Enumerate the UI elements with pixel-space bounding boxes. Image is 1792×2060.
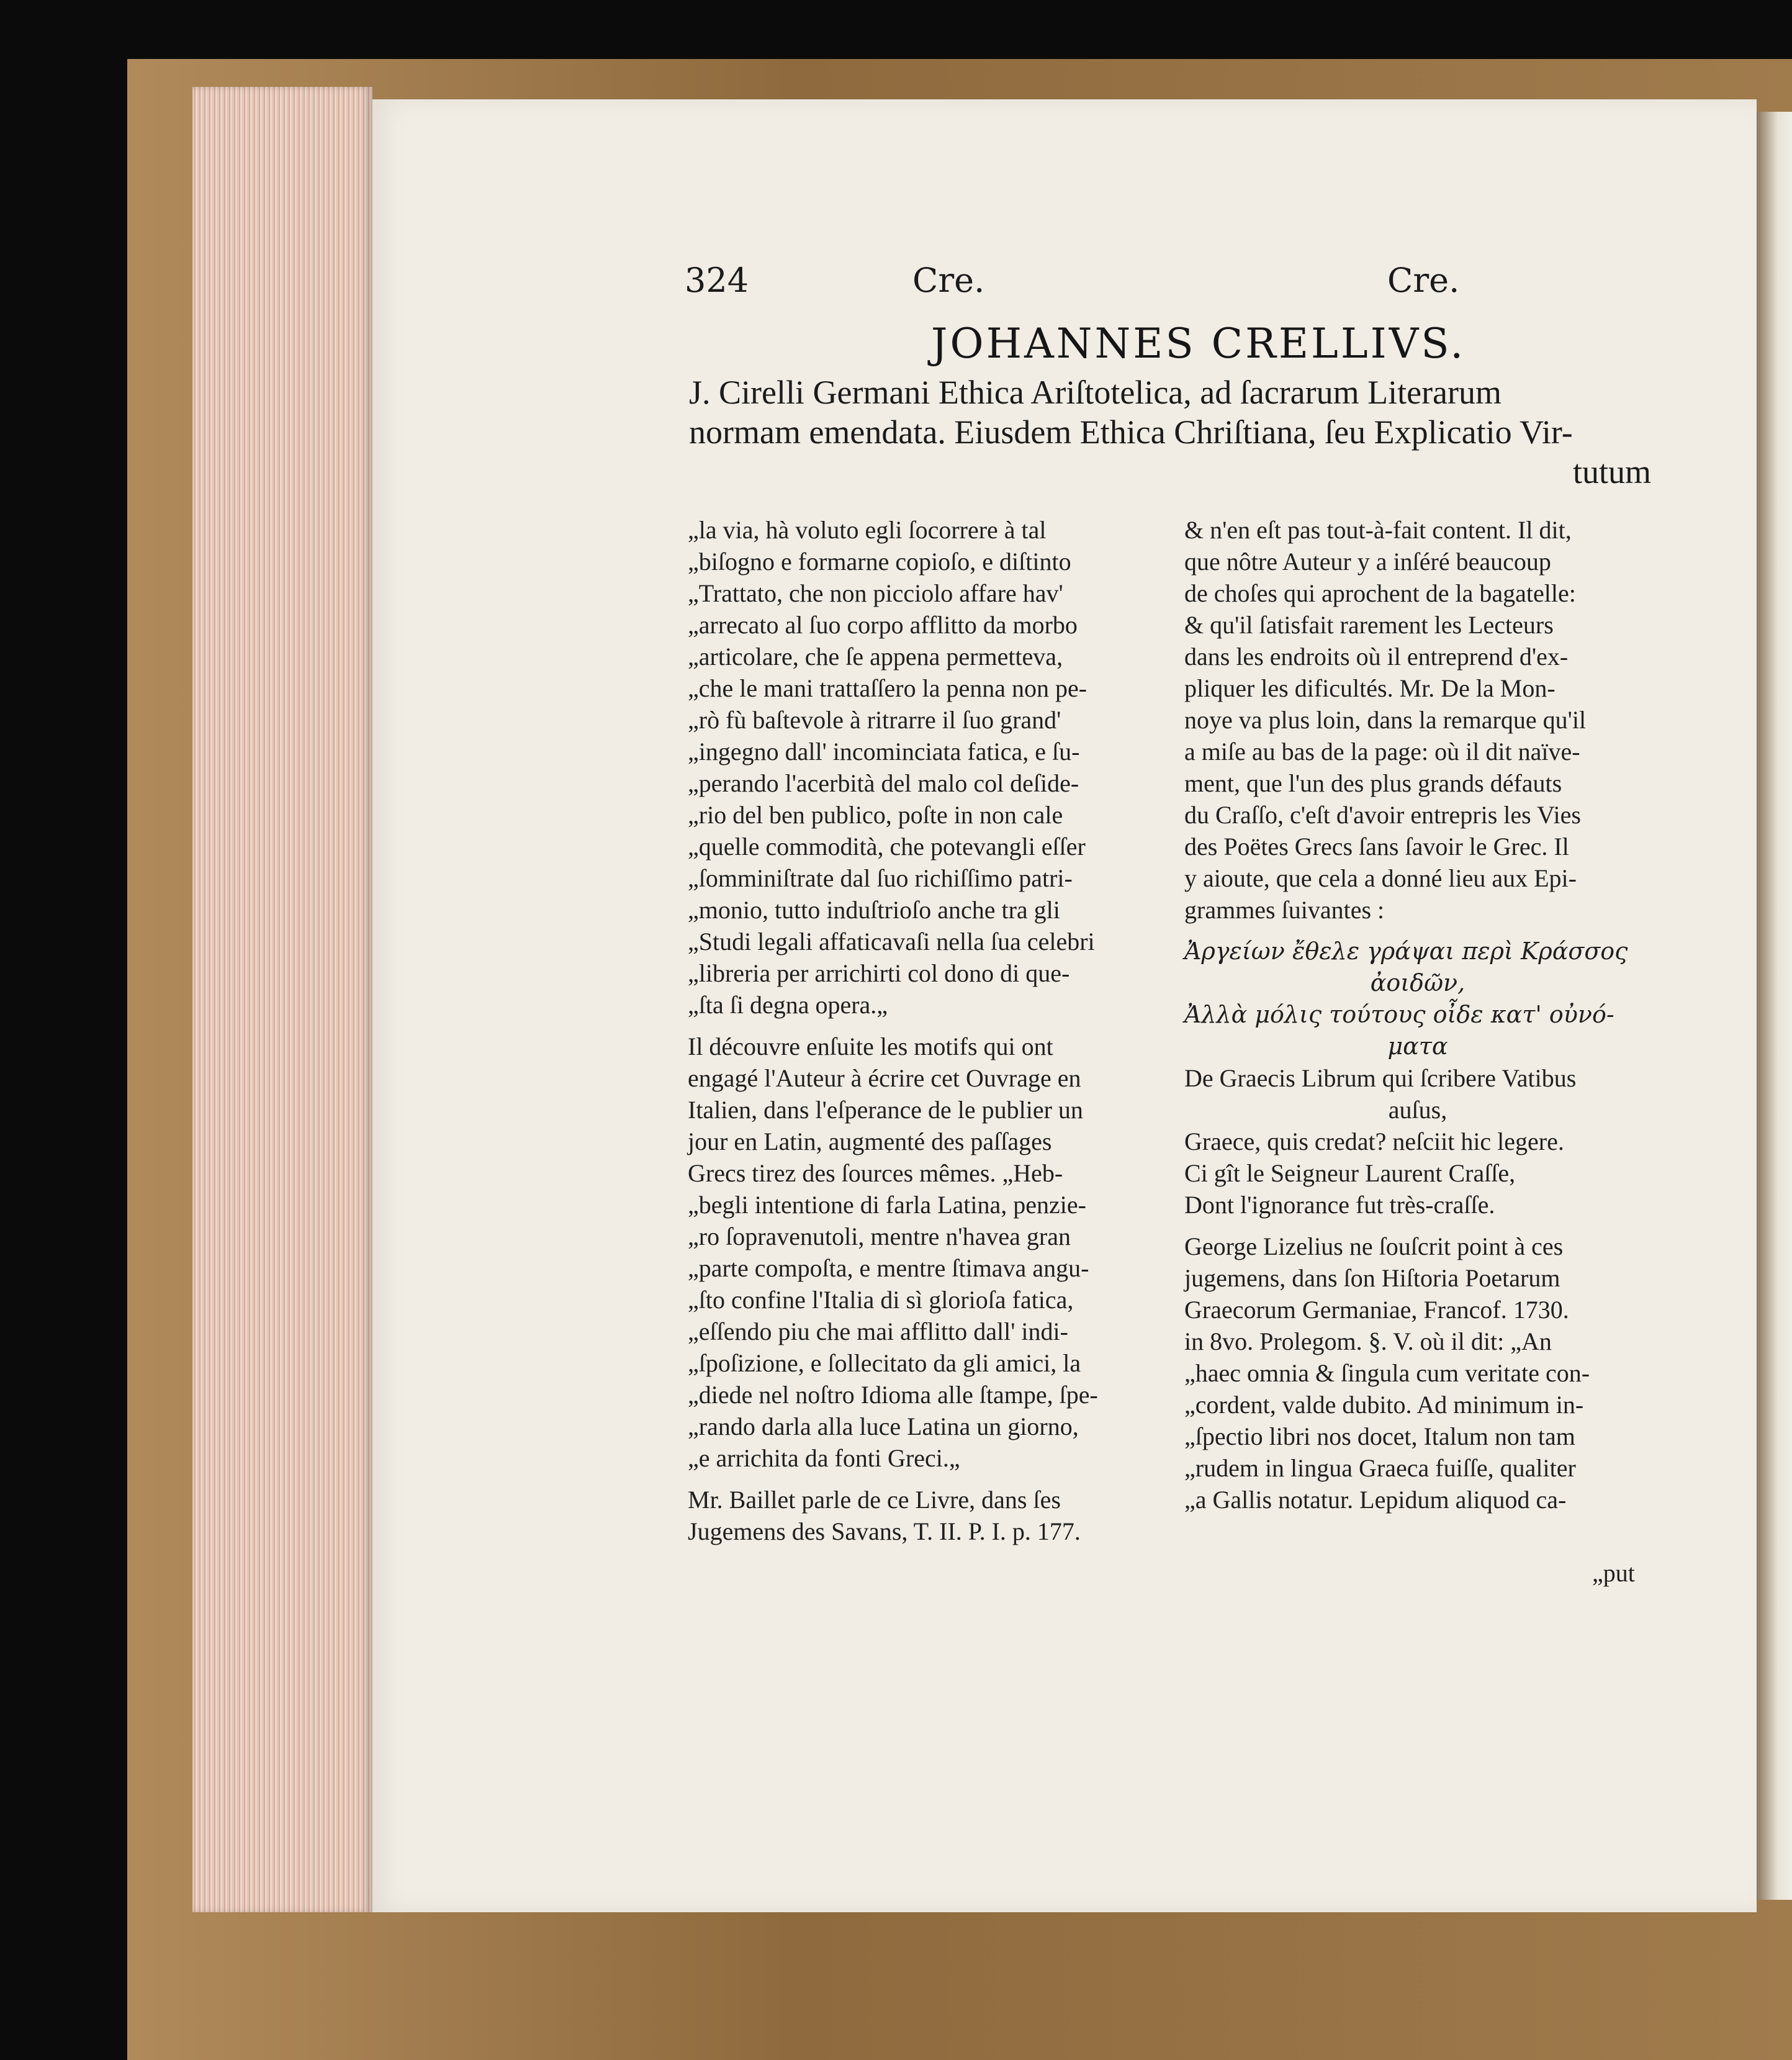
text-line: „ſomminiſtrate dal ſuo richiſſimo patri-	[688, 864, 1073, 892]
text-line: Grecs tirez des ſources mêmes. „Heb-	[688, 1159, 1063, 1187]
text-line: a miſe au bas de la page: où il dit naïve-	[1184, 738, 1580, 766]
text-line: Ἀργείων ἔθελε γράψαι περὶ Κράσσος	[1184, 937, 1628, 965]
text-line: dans les endroits où il entreprend d'ex-	[1184, 643, 1569, 671]
text-line: y aioute, que cela a donné lieu aux Epi-	[1184, 864, 1577, 892]
text-line: „rò fù baſtevole à ritrarre il ſuo grand'	[688, 706, 1061, 734]
text-line: ματα	[1387, 1032, 1448, 1060]
text-line: Mr. Baillet parle de ce Livre, dans ſes	[688, 1486, 1061, 1514]
text-line: noye va plus loin, dans la remarque qu'il	[1184, 706, 1587, 734]
text-line: auſus,	[1388, 1096, 1448, 1124]
text-line: Ἀλλὰ μόλις τούτους οἶδε κατ' οὐνό-	[1184, 1001, 1614, 1028]
text-line: „eſſendo piu che mai afflitto dall' indi-	[688, 1317, 1068, 1345]
entry-title-line-1: J. Cirelli Germani Ethica Ariſtotelica, ad ſacrarum Literarum	[689, 374, 1502, 411]
entry-heading: JOHANNES CRELLIVS.	[931, 320, 1466, 368]
text-line: & n'en eſt pas tout-à-fait content. Il dit,	[1184, 516, 1572, 544]
text-line	[1184, 926, 1651, 936]
text-line: „parte compoſta, e mentre ſtimava angu-	[688, 1254, 1089, 1282]
text-line: „Studi legali affaticavaſi nella ſua celebri	[688, 928, 1095, 955]
text-line: „begli intentione di farla Latina, penzie-	[688, 1191, 1086, 1219]
text-line: „articolare, che ſe appena permetteva,	[688, 643, 1063, 671]
text-line: „ſpectio libri nos docet, Italum non tam	[1184, 1422, 1575, 1450]
text-line: Jugemens des Savans, T. II. P. I. p. 177.	[688, 1517, 1081, 1545]
text-line: engagé l'Auteur à écrire cet Ouvrage en	[688, 1064, 1081, 1092]
text-line: „ſta ſi degna opera.„	[688, 991, 888, 1019]
text-line: pliquer les dificultés. Mr. De la Mon-	[1184, 674, 1556, 702]
text-line: „a Gallis notatur. Lepidum aliquod ca-	[1184, 1486, 1567, 1514]
text-line: Il découvre enſuite les motifs qui ont	[688, 1032, 1053, 1060]
text-line: „arrecato al ſuo corpo afflitto da morbo	[688, 611, 1078, 639]
text-line: Ci gît le Seigneur Laurent Craſſe,	[1184, 1159, 1516, 1187]
text-line: De Graecis Librum qui ſcribere Vatibus	[1184, 1064, 1577, 1092]
text-line: „rando darla alla luce Latina un giorno,	[688, 1412, 1079, 1440]
text-line: „ſto confine l'Italia di sì glorioſa fatica,	[688, 1286, 1074, 1314]
text-line: jugemens, dans ſon Hiſtoria Poetarum	[1184, 1264, 1560, 1292]
text-line: „la via, hà voluto egli ſocorrere à tal	[688, 516, 1047, 544]
text-line: „diede nel noſtro Idioma alle ſtampe, ſpe-	[688, 1381, 1098, 1409]
text-line: „ſpoſizione, e ſollecitato da gli amici, la	[688, 1349, 1081, 1377]
text-line: „rio del ben publico, poſte in non cale	[688, 801, 1063, 829]
left-text-column	[688, 514, 1159, 1547]
text-line: in 8vo. Prolegom. §. V. où il dit: „An	[1184, 1327, 1552, 1355]
text-line: grammes ſuivantes :	[1184, 896, 1385, 924]
text-line: „monio, tutto induſtrioſo anche tra gli	[688, 896, 1060, 924]
text-line: George Lizelius ne ſouſcrit point à ces	[1184, 1232, 1564, 1260]
text-line: „ro ſopravenutoli, mentre n'havea gran	[688, 1222, 1071, 1250]
text-line: „biſogno e formarne copioſo, e diſtinto	[688, 548, 1071, 576]
text-line: „quelle commodità, che potevangli eſſer	[688, 833, 1086, 861]
text-line: du Craſſo, c'eſt d'avoir entrepris les Vies	[1184, 801, 1581, 829]
text-line: „cordent, valde dubito. Ad minimum in-	[1184, 1391, 1584, 1419]
text-line: Italien, dans l'eſperance de le publier un	[688, 1096, 1083, 1124]
text-line: & qu'il ſatisfait rarement les Lecteurs	[1184, 611, 1554, 639]
text-line: „ingegno dall' incominciata fatica, e ſu-	[688, 738, 1080, 766]
text-line: des Poëtes Grecs ſans ſavoir le Grec. Il	[1184, 833, 1569, 861]
text-line: „e arrichita da fonti Greci.„	[688, 1444, 960, 1472]
text-line: que nôtre Auteur y a inſéré beaucoup	[1184, 548, 1551, 576]
text-line: „perando l'acerbità del malo col deſide-	[688, 769, 1079, 797]
text-line: ἀοιδῶν,	[1370, 969, 1466, 996]
running-head-right: Cre.	[1387, 261, 1460, 300]
entry-title-line-3: tutum	[1572, 453, 1651, 490]
running-head-left: Cre.	[912, 261, 985, 300]
text-line	[1184, 1221, 1651, 1231]
text-line: „Trattato, che non picciolo affare hav'	[688, 579, 1063, 607]
facing-page-edge	[1757, 112, 1792, 1900]
text-line: Graecorum Germaniae, Francof. 1730.	[1184, 1296, 1569, 1324]
page-number: 324	[685, 261, 749, 300]
text-line: de choſes qui aprochent de la bagatelle:	[1184, 579, 1576, 607]
right-text-column	[1184, 514, 1651, 1516]
text-line	[688, 1021, 1159, 1031]
entry-title-line-2: normam emendata. Eiusdem Ethica Chriſtiana, ſeu Explicatio Vir-	[689, 413, 1573, 451]
text-line: „rudem in lingua Graeca fuiſſe, qualiter	[1184, 1454, 1576, 1482]
page-edges	[192, 87, 372, 1912]
text-line: „libreria per arrichirti col dono di que-	[688, 959, 1070, 987]
text-line: ment, que l'un des plus grands défauts	[1184, 769, 1562, 797]
text-line: „che le mani trattaſſero la penna non pe-	[688, 674, 1087, 702]
text-line: „haec omnia & ſingula cum veritate con-	[1184, 1359, 1590, 1387]
text-line: Dont l'ignorance fut très-craſſe.	[1184, 1191, 1495, 1219]
text-line: jour en Latin, augmenté des paſſages	[688, 1127, 1052, 1155]
catchword: „put	[1592, 1559, 1635, 1587]
text-line: Graece, quis credat? neſciit hic legere.	[1184, 1127, 1564, 1155]
text-line	[688, 1474, 1159, 1484]
